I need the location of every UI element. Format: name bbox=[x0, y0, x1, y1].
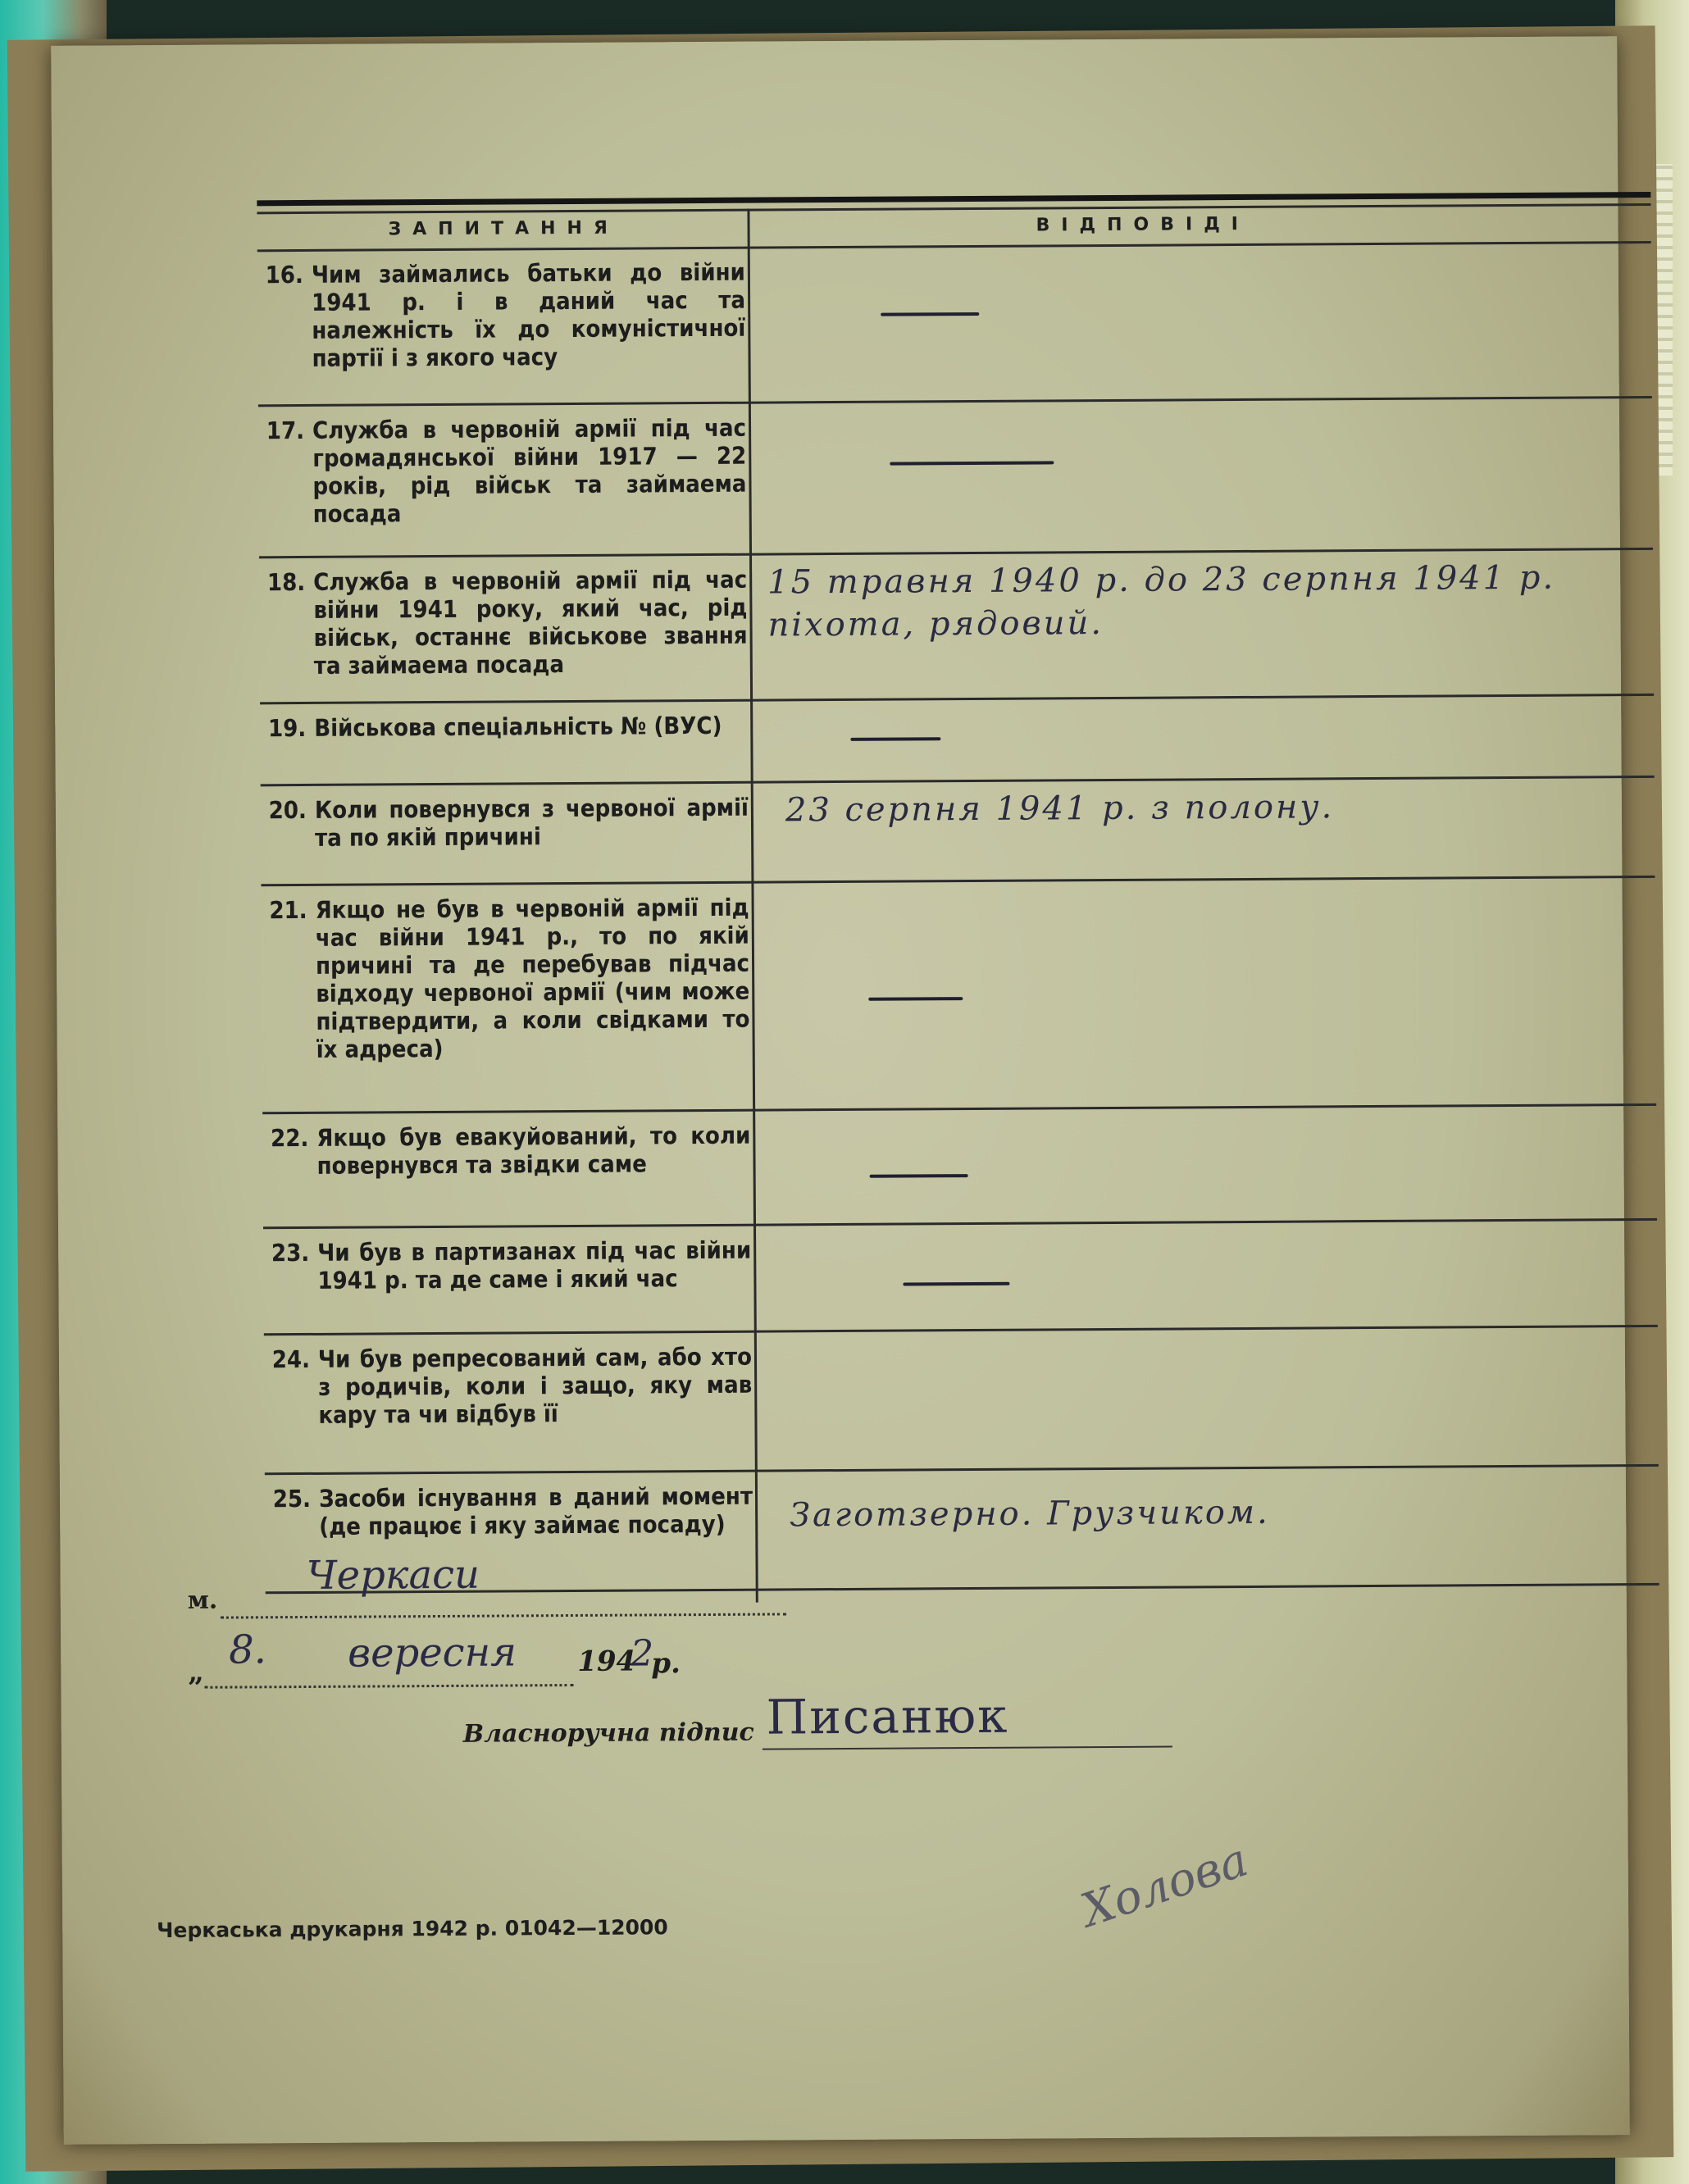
question-text: Засоби існування в даний момент (де працює і яку займає посаду) bbox=[318, 1481, 753, 1540]
question-cell bbox=[264, 1342, 753, 1429]
header-answers: ВІДПОВІДІ bbox=[1036, 213, 1250, 236]
table-row bbox=[263, 1221, 1658, 1335]
answer-text: пiхота, рядовий. bbox=[767, 604, 1104, 644]
question-number: 21. bbox=[269, 895, 307, 925]
date-suffix: р. bbox=[651, 1647, 681, 1681]
printer-imprint: Черкаська друкарня 1942 р. 01042—12000 bbox=[157, 1915, 668, 1943]
answer-dash bbox=[881, 312, 979, 316]
signature-handwritten: Писанюк bbox=[766, 1687, 1009, 1745]
question-cell bbox=[258, 413, 747, 528]
signature-label: Власноручна підпис bbox=[462, 1718, 754, 1749]
question-cell bbox=[265, 1481, 753, 1540]
question-cell bbox=[260, 712, 748, 743]
question-number: 20. bbox=[268, 795, 307, 825]
table-top-rule-thin bbox=[257, 203, 1650, 214]
table-row bbox=[260, 696, 1655, 786]
question-cell bbox=[261, 793, 749, 852]
table-row bbox=[257, 243, 1652, 407]
question-text: Якщо був евакуйований, то коли повернувся та звідки саме bbox=[316, 1121, 751, 1180]
date-year-printed: 194 bbox=[577, 1645, 636, 1678]
question-cell bbox=[257, 257, 746, 372]
question-number: 25. bbox=[272, 1484, 312, 1513]
answer-text: 15 травня 1940 р. до 23 серпня 1941 р. bbox=[767, 558, 1556, 602]
question-cell bbox=[262, 1121, 751, 1180]
question-text: Військова спеціальність № (ВУС) bbox=[314, 711, 722, 742]
question-text: Служба в червоній армії під час громадянської війни 1917 — 22 років, рід військ та займаема посада bbox=[312, 413, 747, 528]
table-row bbox=[258, 398, 1653, 558]
answer-dash bbox=[903, 1282, 1009, 1286]
table-row bbox=[261, 878, 1656, 1114]
signature-underline bbox=[763, 1745, 1172, 1750]
question-number: 24. bbox=[271, 1345, 311, 1374]
answer-dash bbox=[890, 461, 1054, 465]
question-text: Служба в червоній армії під час війни 1941 року, який час, рід військ, останнє військове звання та займаема посада bbox=[313, 565, 748, 680]
question-number: 17. bbox=[266, 416, 305, 445]
answer-dash bbox=[868, 997, 963, 1001]
question-number: 19. bbox=[267, 713, 307, 743]
table-row bbox=[261, 778, 1655, 886]
question-text: Чи був в партизанах під час війни 1941 р. та де саме і який час bbox=[317, 1235, 752, 1294]
question-number: 18. bbox=[266, 567, 306, 597]
question-text: Чи був репресований сам, або хто з родичів, коли і защо, яку мав кару та чи відбув її bbox=[317, 1342, 753, 1429]
question-number: 16. bbox=[265, 260, 304, 289]
date-day-handwritten: 8. bbox=[228, 1627, 267, 1673]
answer-dash bbox=[850, 737, 940, 741]
date-quote: „ bbox=[188, 1655, 205, 1689]
pencil-note: Холова bbox=[1075, 1833, 1254, 1938]
city-prefix: м. bbox=[187, 1586, 218, 1615]
table-row bbox=[262, 1106, 1657, 1229]
question-text: Якщо не був в червоній армії під час війни 1941 р., то по якій причині та де перебував підчас відходу червоної армії (чим може підтвердити, а коли свідками то їх адреса) bbox=[315, 893, 750, 1063]
answer-text: Заготзерно. Грузчиком. bbox=[790, 1493, 1270, 1535]
question-text: Чим займались батьки до війни 1941 р. і в даний час та належність їх до комуністичної партії і з якого часу bbox=[311, 257, 746, 372]
answer-text: 23 серпня 1941 р. з полону. bbox=[785, 788, 1335, 830]
question-cell bbox=[262, 893, 750, 1063]
question-number: 22. bbox=[271, 1123, 309, 1153]
question-text: Коли повернувся з червоної армії та по якій причині bbox=[314, 793, 749, 852]
table-row bbox=[264, 1327, 1659, 1475]
date-underline bbox=[204, 1682, 573, 1689]
table-row bbox=[259, 550, 1654, 704]
header-questions: ЗАПИТАННЯ bbox=[388, 217, 619, 240]
questionnaire-table bbox=[257, 192, 1659, 1627]
answer-dash bbox=[870, 1174, 968, 1178]
city-handwritten: Черкаси bbox=[306, 1551, 480, 1599]
question-cell bbox=[259, 565, 748, 680]
date-month-handwritten: вересня bbox=[348, 1629, 517, 1677]
form-page bbox=[51, 36, 1630, 2145]
question-number: 23. bbox=[271, 1238, 310, 1267]
question-cell bbox=[263, 1235, 752, 1294]
date-year-handwritten: 2 bbox=[631, 1632, 654, 1675]
